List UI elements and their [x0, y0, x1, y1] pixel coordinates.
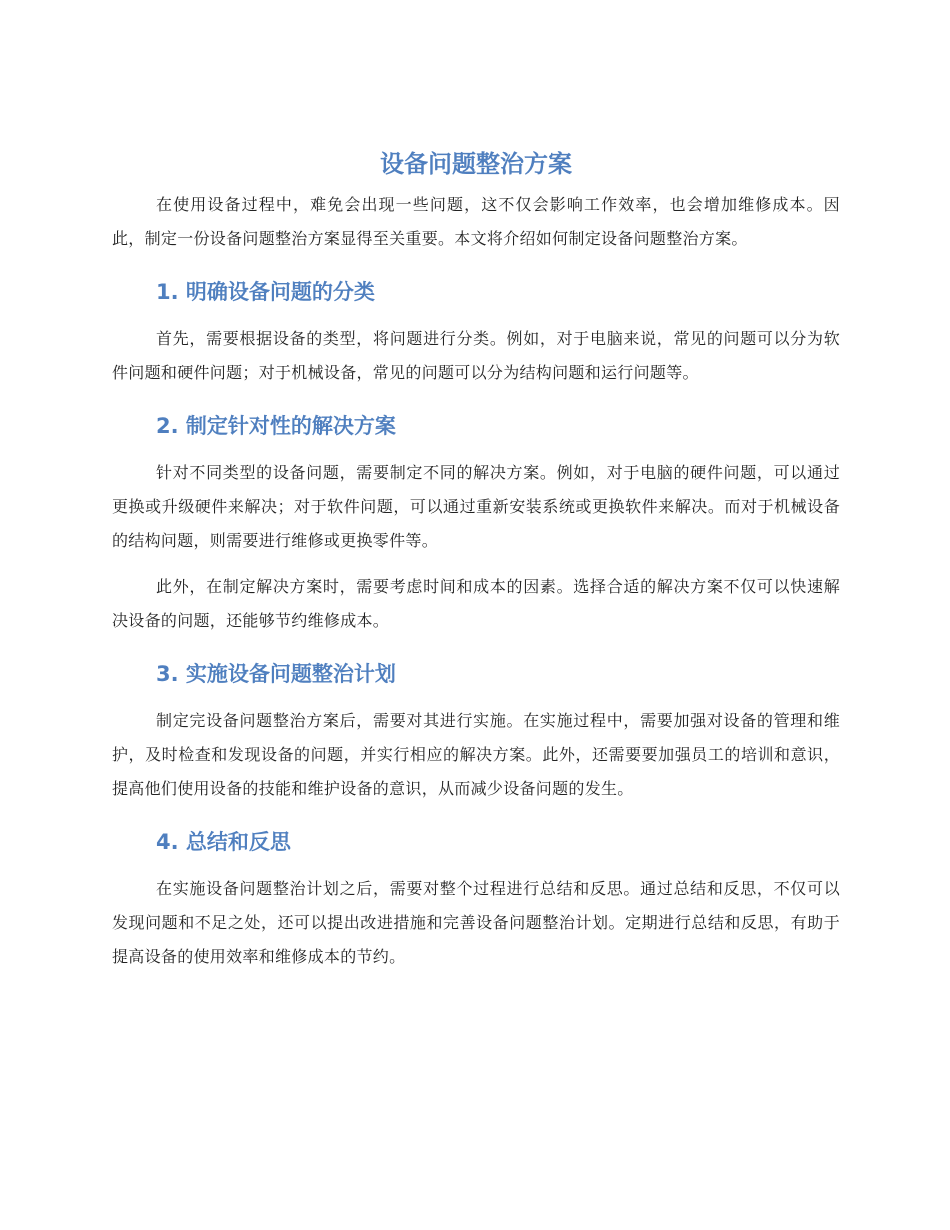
- intro-paragraph: 在使用设备过程中，难免会出现一些问题，这不仅会影响工作效率，也会增加维修成本。因此，制定一份设备问题整治方案显得至关重要。本文将介绍如何制定设备问题整治方案。: [112, 195, 840, 248]
- section-heading-solutions: 2. 制定针对性的解决方案: [156, 414, 396, 438]
- section-4-paragraph-1: 在实施设备问题整治计划之后，需要对整个过程进行总结和反思。通过总结和反思，不仅可以发现问题和不足之处，还可以提出改进措施和完善设备问题整治计划。定期进行总结和反思，有助于提高设备的使用效率和维修成本的节约。: [112, 879, 840, 966]
- document-title: 设备问题整治方案: [380, 150, 572, 178]
- section-heading-implementation: 3. 实施设备问题整治计划: [156, 662, 396, 686]
- section-1-paragraph-1: 首先，需要根据设备的类型，将问题进行分类。例如，对于电脑来说，常见的问题可以分为软件问题和硬件问题；对于机械设备，常见的问题可以分为结构问题和运行问题等。: [112, 329, 840, 382]
- section-2-paragraph-1: 针对不同类型的设备问题，需要制定不同的解决方案。例如，对于电脑的硬件问题，可以通过更换或升级硬件来解决；对于软件问题，可以通过重新安装系统或更换软件来解决。而对于机械设备的结构问题，则需要进行维修或更换零件等。: [112, 463, 840, 550]
- section-heading-classification: 1. 明确设备问题的分类: [156, 280, 375, 304]
- section-3-paragraph-1: 制定完设备问题整治方案后，需要对其进行实施。在实施过程中，需要加强对设备的管理和维护，及时检查和发现设备的问题，并实行相应的解决方案。此外，还需要要加强员工的培训和意识，提高他们使用设备的技能和维护设备的意识，从而减少设备问题的发生。: [112, 711, 840, 798]
- section-heading-summary: 4. 总结和反思: [156, 830, 291, 854]
- document-content: [112, 148, 840, 986]
- section-2-paragraph-2: 此外，在制定解决方案时，需要考虑时间和成本的因素。选择合适的解决方案不仅可以快速解决设备的问题，还能够节约维修成本。: [112, 577, 840, 630]
